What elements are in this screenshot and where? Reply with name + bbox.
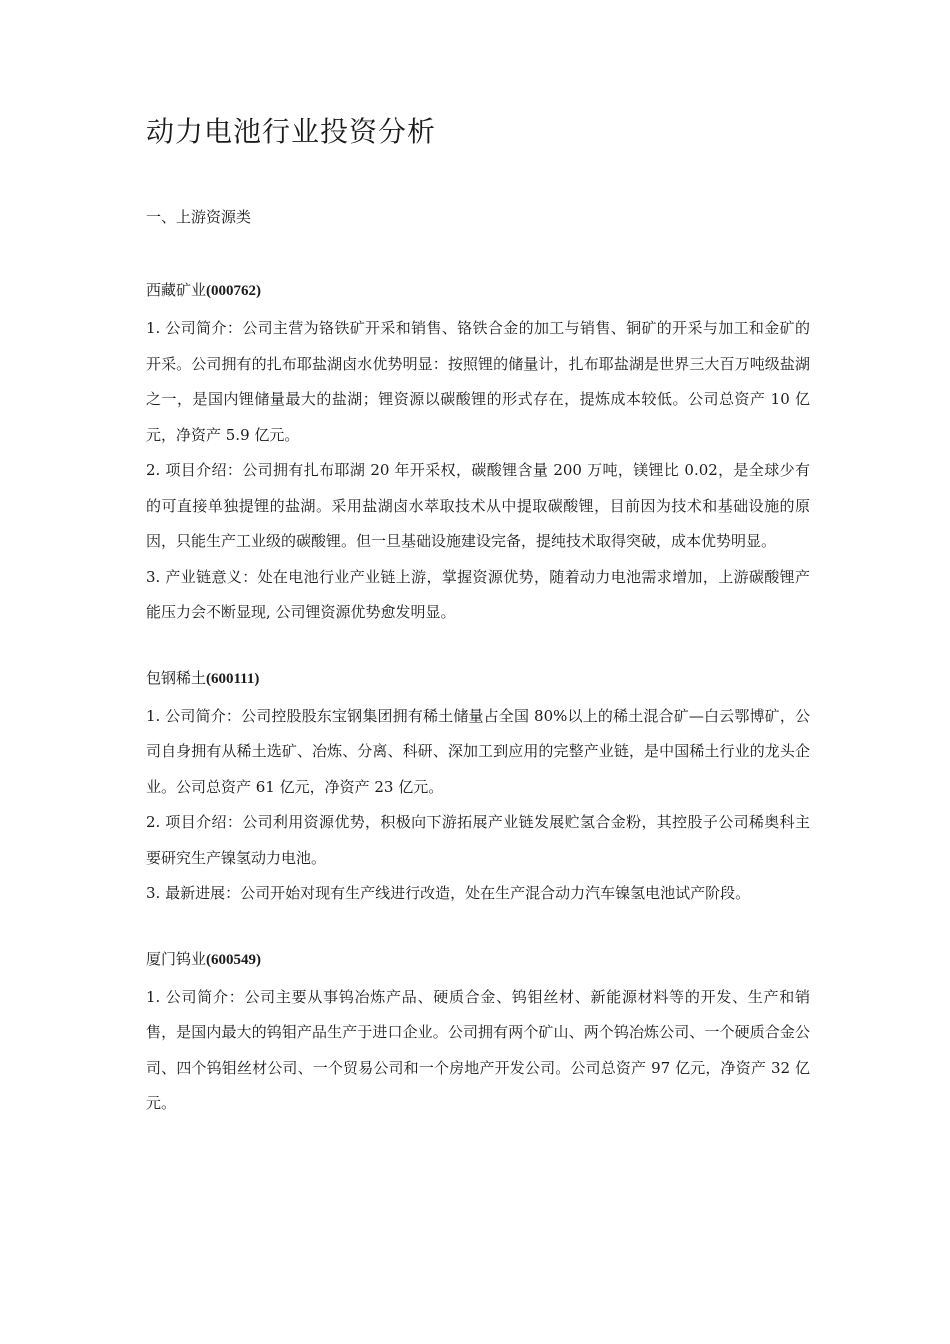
company-block-xiamen-tungsten	[146, 949, 810, 1122]
stock-code: (600549)	[206, 951, 262, 968]
paragraph: 3. 产业链意义：处在电池行业产业链上游，掌握资源优势，随着动力电池需求增加，上游碳酸锂产能压力会不断显现, 公司锂资源优势愈发明显。	[146, 567, 810, 621]
stock-code: (600111)	[206, 670, 260, 687]
company-name: 厦门钨业	[146, 949, 207, 968]
document-title: 动力电池行业投资分析	[146, 115, 437, 148]
paragraph: 2. 项目介绍：公司利用资源优势，积极向下游拓展产业链发展贮氢合金粉，其控股子公司稀奥科主要研究生产镍氢动力电池。	[146, 813, 810, 867]
paragraph: 1. 公司简介：公司主要从事钨冶炼产品、硬质合金、钨钼丝材、新能源材料等的开发、生产和销售，是国内最大的钨钼产品生产于进口企业。公司拥有两个矿山、两个钨冶炼公司、一个硬质合金公司、四个钨钼丝材公司、一个贸易公司和一个房地产开发公司。公司总资产 97 亿元，净资产 32 亿元。	[146, 987, 810, 1112]
stock-code: (000762)	[206, 283, 262, 299]
company-heading	[146, 949, 810, 970]
company-block-baotou-rare-earth	[146, 668, 810, 912]
paragraph: 3. 最新进展：公司开始对现有生产线进行改造，处在生产混合动力汽车镍氢电池试产阶段。	[146, 884, 751, 902]
company-name: 西藏矿业	[146, 281, 207, 299]
company-heading	[146, 280, 810, 301]
company-block-tibet-mining	[146, 280, 810, 631]
company-heading	[146, 668, 810, 689]
paragraph: 1. 公司简介：公司主营为铬铁矿开采和销售、铬铁合金的加工与销售、铜矿的开采与加工和金矿的开采。公司拥有的扎布耶盐湖卤水优势明显：按照锂的储量计，扎布耶盐湖是世界三大百万吨级盐湖之一，是国内锂储量最大的盐湖；锂资源以碳酸锂的形式存在，提炼成本较低。公司总资产 10 亿元，净资产 5.9 亿元。	[146, 319, 810, 444]
paragraph: 2. 项目介绍：公司拥有扎布耶湖 20 年开采权，碳酸锂含量 200 万吨，镁锂比 0.02，是全球少有的可直接单独提锂的盐湖。采用盐湖卤水萃取技术从中提取碳酸锂，目前因为技术和基础设施的原因，只能生产工业级的碳酸锂。但一旦基础设施建设完备，提纯技术取得突破，成本优势明显。	[146, 461, 810, 550]
paragraph: 1. 公司简介：公司控股股东宝钢集团拥有稀土储量占全国 80%以上的稀土混合矿—白云鄂博矿，公司自身拥有从稀土选矿、冶炼、分离、科研、深加工到应用的完整产业链，是中国稀土行业的龙头企业。公司总资产 61 亿元，净资产 23 亿元。	[146, 706, 810, 796]
company-name: 包钢稀土	[146, 668, 207, 687]
section-heading: 一、上游资源类	[146, 208, 252, 226]
